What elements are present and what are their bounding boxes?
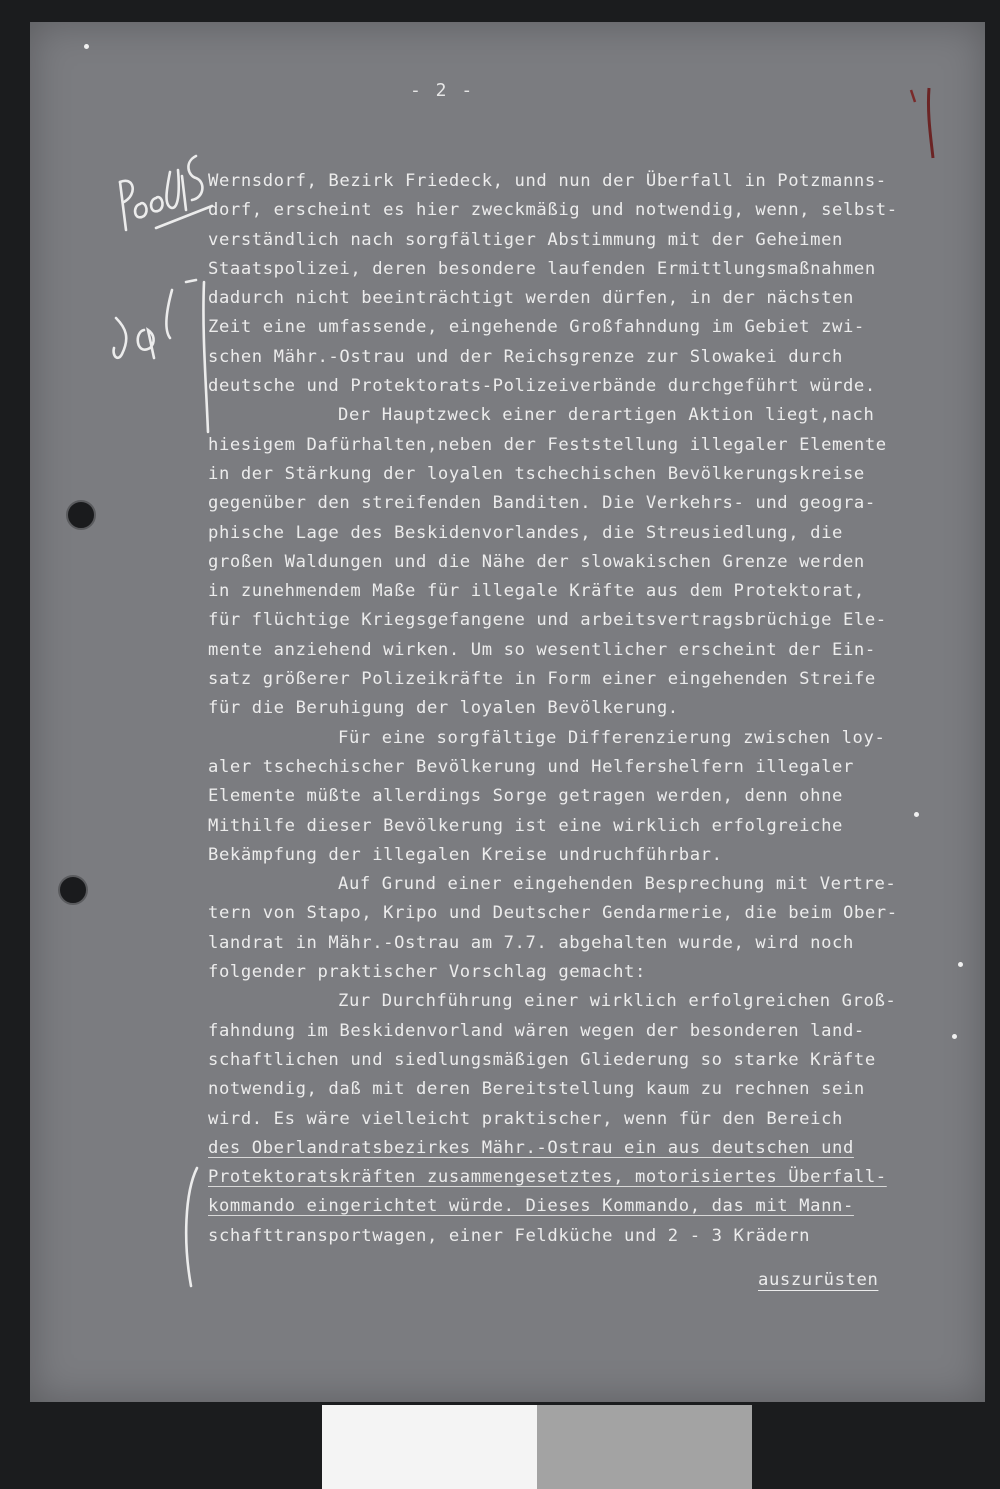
text-line-underlined: kommando eingerichtet würde. Dieses Kommando, das mit Mann- bbox=[208, 1196, 854, 1217]
text-line: Auf Grund einer eingehenden Besprechung mit Vertre- bbox=[338, 874, 897, 895]
text-line: für die Beruhigung der loyalen Bevölkerung. bbox=[208, 698, 679, 719]
text-line: Für eine sorgfältige Differenzierung zwischen loy- bbox=[338, 727, 886, 748]
text-line: verständlich nach sorgfältiger Abstimmung mit der Geheimen bbox=[208, 229, 843, 250]
text-line: Staatspolizei, deren besondere laufenden Ermittlungsmaßnahmen bbox=[208, 258, 876, 279]
calibration-swatch-gray bbox=[537, 1405, 752, 1489]
text-line: Zeit eine umfassende, eingehende Großfahndung im Gebiet zwi- bbox=[208, 317, 865, 338]
text-line: Wernsdorf, Bezirk Friedeck, und nun der Überfall in Potzmanns- bbox=[208, 171, 887, 191]
text-line: Bekämpfung der illegalen Kreise undruchführbar. bbox=[208, 844, 723, 865]
handwritten-corner-annotation bbox=[905, 84, 945, 164]
speck bbox=[958, 962, 963, 967]
text-line: schen Mähr.-Ostrau und der Reichsgrenze zur Slowakei durch bbox=[208, 346, 843, 367]
calibration-swatch-white bbox=[322, 1405, 537, 1489]
text-line: großen Waldungen und die Nähe der slowakischen Grenze werden bbox=[208, 551, 865, 572]
text-line: dorf, erscheint es hier zweckmäßig und notwendig, wenn, selbst- bbox=[208, 200, 898, 221]
punch-hole bbox=[66, 500, 96, 530]
text-line: tern von Stapo, Kripo und Deutscher Gendarmerie, die beim Ober- bbox=[208, 903, 898, 924]
page-number: - 2 - bbox=[410, 80, 475, 101]
punch-hole bbox=[58, 875, 88, 905]
document-page bbox=[30, 22, 985, 1402]
catchword: auszurüsten bbox=[758, 1270, 879, 1290]
text-line: satz größerer Polizeikräfte in Form einer eingehenden Streife bbox=[208, 669, 876, 690]
text-line: dadurch nicht beeinträchtigt werden dürfen, in der nächsten bbox=[208, 288, 854, 309]
text-line: in der Stärkung der loyalen tschechischen Bevölkerungskreise bbox=[208, 463, 865, 484]
speck bbox=[84, 44, 89, 49]
text-line: gegenüber den streifenden Banditen. Die Verkehrs- und geogra- bbox=[208, 493, 876, 514]
text-line: phische Lage des Beskidenvorlandes, die Streusiedlung, die bbox=[208, 522, 843, 543]
body-text bbox=[208, 167, 968, 1251]
text-line: schaftlichen und siedlungsmäßigen Gliederung so starke Kräfte bbox=[208, 1049, 876, 1070]
speck bbox=[952, 1034, 957, 1039]
text-line: in zunehmendem Maße für illegale Kräfte aus dem Protektorat, bbox=[208, 581, 865, 602]
text-line: Elemente müßte allerdings Sorge getragen werden, denn ohne bbox=[208, 786, 843, 807]
text-line-underlined: des Oberlandratsbezirkes Mähr.-Ostrau ein aus deutschen und bbox=[208, 1137, 854, 1158]
text-line: notwendig, daß mit deren Bereitstellung kaum zu rechnen sein bbox=[208, 1079, 865, 1100]
handwritten-bracket-mark bbox=[175, 1162, 205, 1292]
text-line: schafttransportwagen, einer Feldküche und 2 - 3 Krädern bbox=[208, 1225, 811, 1246]
text-line: Zur Durchführung einer wirklich erfolgreichen Groß- bbox=[338, 991, 897, 1012]
text-line: deutsche und Protektorats-Polizeiverbände durchgeführt würde. bbox=[208, 376, 876, 397]
text-line: aler tschechischer Bevölkerung und Helfershelfern illegaler bbox=[208, 756, 854, 777]
text-line: landrat in Mähr.-Ostrau am 7.7. abgehalten wurde, wird noch bbox=[208, 932, 854, 953]
text-line: mente anziehend wirken. Um so wesentlicher erscheint der Ein- bbox=[208, 639, 876, 660]
text-line: wird. Es wäre vielleicht praktischer, wenn für den Bereich bbox=[208, 1108, 843, 1129]
text-line: hiesigem Dafürhalten,neben der Feststellung illegaler Elemente bbox=[208, 434, 887, 455]
text-line: fahndung im Beskidenvorland wären wegen der besonderen land- bbox=[208, 1020, 865, 1041]
speck bbox=[914, 812, 919, 817]
text-line: folgender praktischer Vorschlag gemacht: bbox=[208, 962, 646, 983]
text-line-underlined: Protektoratskräften zusammengesetztes, motorisiertes Überfall- bbox=[208, 1167, 887, 1188]
text-line: Der Hauptzweck einer derartigen Aktion liegt,nach bbox=[338, 405, 875, 426]
text-line: Mithilfe dieser Bevölkerung ist eine wirklich erfolgreiche bbox=[208, 815, 843, 836]
text-line: für flüchtige Kriegsgefangene und arbeitsvertragsbrüchige Ele- bbox=[208, 610, 887, 631]
